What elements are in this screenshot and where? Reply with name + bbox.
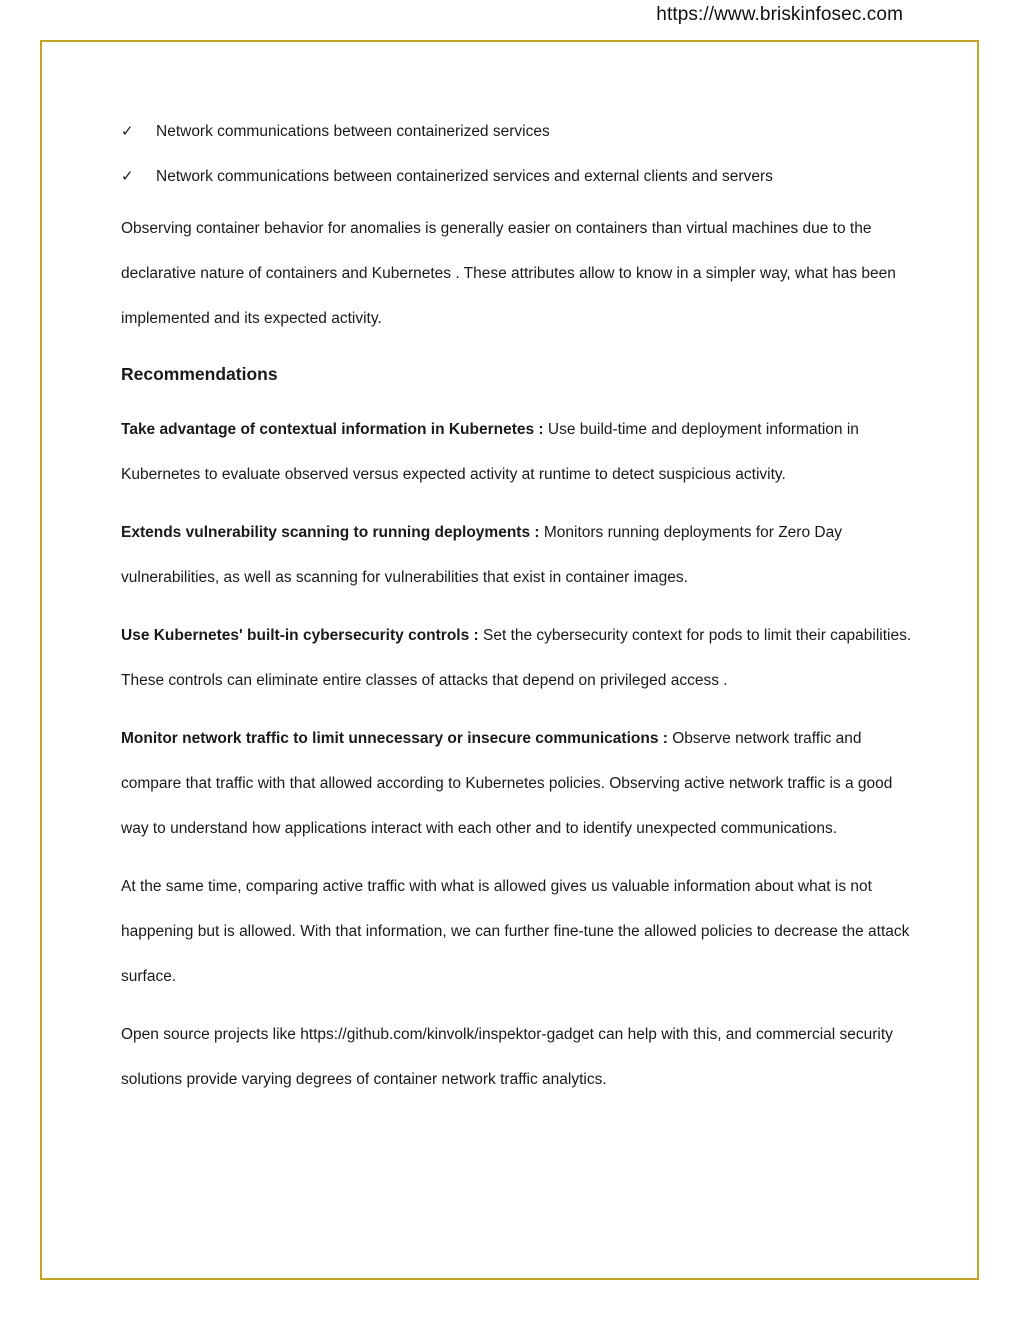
recommendation-title: Use Kubernetes' built-in cybersecurity controls : xyxy=(121,627,479,644)
checkmark-icon: ✓ xyxy=(121,123,134,140)
recommendation-body: Set the cybersecurity context for pods to limit their capabilities. These controls can eliminate entire classes of attacks that depend on privileged access . xyxy=(121,627,912,689)
body-paragraph: Open source projects like https://github.com/kinvolk/inspektor-gadget can help with this, and commercial security solutions provide varying degrees of container network traffic analytics. xyxy=(121,1026,893,1088)
list-item-text: Network communications between containerized services xyxy=(156,123,550,140)
list-item-text: Network communications between containerized services and external clients and servers xyxy=(156,168,773,185)
body-paragraph: At the same time, comparing active traffic with what is allowed gives us valuable information about what is not happening but is allowed. With that information, we can further fine-tune the allowed policies to decrease the attack surface. xyxy=(121,878,910,985)
recommendation-body: Monitors running deployments for Zero Day vulnerabilities, as well as scanning for vulnerabilities that exist in container images. xyxy=(121,524,842,586)
recommendation-paragraph xyxy=(121,407,921,497)
recommendation-title: Take advantage of contextual information in Kubernetes : xyxy=(121,421,544,438)
recommendation-paragraph xyxy=(121,613,921,703)
recommendation-paragraph xyxy=(121,716,921,851)
recommendation-body: Observe network traffic and compare that traffic with that allowed according to Kubernetes policies. Observing active network traffic is a good way to understand how applications interact with each other and to identify unexpected communications. xyxy=(121,730,893,837)
recommendation-title: Monitor network traffic to limit unnecessary or insecure communications : xyxy=(121,730,668,747)
recommendation-paragraph xyxy=(121,510,921,600)
intro-paragraph: Observing container behavior for anomalies is generally easier on containers than virtual machines due to the declarative nature of containers and Kubernetes . These attributes allow to know in a simpler way, what has been implemented and its expected activity. xyxy=(121,220,896,327)
document-body xyxy=(121,116,921,1115)
list-item xyxy=(121,161,921,193)
section-heading: Recommendations xyxy=(121,364,278,384)
site-url[interactable]: https://www.briskinfosec.com xyxy=(656,4,903,25)
checkmark-icon: ✓ xyxy=(121,168,134,185)
recommendation-title: Extends vulnerability scanning to running deployments : xyxy=(121,524,540,541)
recommendation-body: Use build-time and deployment information in Kubernetes to evaluate observed versus expected activity at runtime to detect suspicious activity. xyxy=(121,421,859,483)
list-item xyxy=(121,116,921,148)
